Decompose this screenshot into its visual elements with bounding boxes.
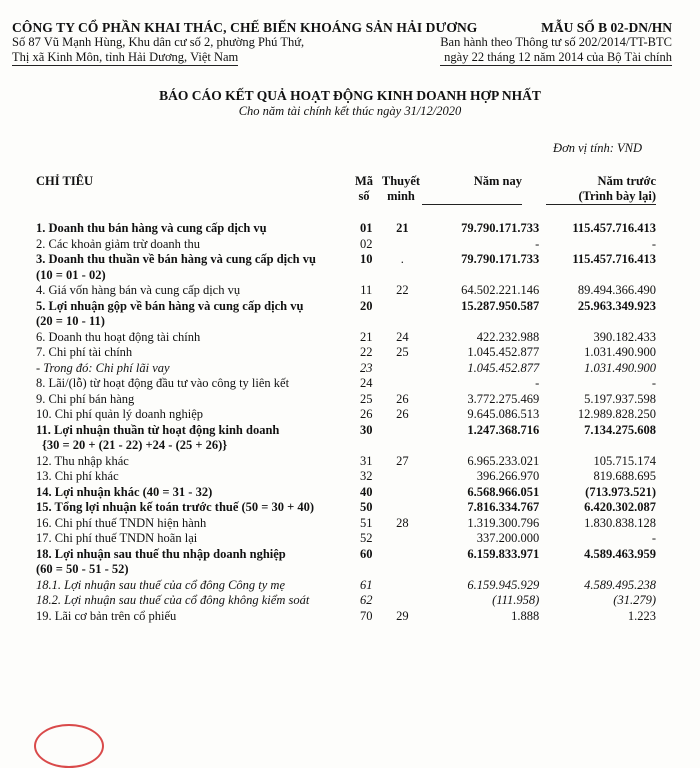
company-seal-stamp [34, 724, 104, 768]
column-header-prior-1: Năm trước [597, 174, 656, 188]
company-name: CÔNG TY CỔ PHẦN KHAI THÁC, CHẾ BIẾN KHOÁNG SẢN HẢI DƯƠNG [12, 20, 478, 35]
report-title: BÁO CÁO KẾT QUẢ HOẠT ĐỘNG KINH DOANH HỢP NHẤT [159, 88, 541, 103]
form-number: MẪU SỐ B 02-DN/HN [541, 20, 672, 35]
column-header-note-1: Thuyết [381, 174, 421, 188]
table-row: - Trong đó: Chi phí lãi vay 23 1.045.452.877 1.031.490.900 [36, 360, 656, 375]
table-row: 11. Lợi nhuận thuần từ hoạt động kinh doanh 30 1.247.368.716 7.134.275.608 [36, 422, 656, 437]
table-row-formula: (20 = 10 - 11) [36, 314, 105, 328]
issued-by-2: ngày 22 tháng 12 năm 2014 của Bộ Tài chính [440, 50, 672, 66]
table-row: 10. Chi phí quản lý doanh nghiệp 26 26 9.645.086.513 12.989.828.250 [36, 407, 656, 421]
column-header-prior-2: (Trình bày lại) [546, 189, 656, 205]
table-row: 7. Chi phí tài chính 22 25 1.045.452.877 1.031.490.900 [36, 345, 656, 359]
column-header-code [346, 174, 382, 204]
income-statement-table [36, 221, 656, 624]
table-row: 6. Doanh thu hoạt động tài chính 21 24 422.232.988 390.182.433 [36, 329, 656, 344]
table-row: 2. Các khoản giảm trừ doanh thu 02 - - [36, 236, 656, 251]
table-row: 15. Tổng lợi nhuận kế toán trước thuế (50 = 30 + 40) 50 7.816.334.767 6.420.302.087 [36, 500, 656, 514]
column-header-current-label: Năm nay [473, 174, 522, 188]
company-address-2: Thị xã Kinh Môn, tỉnh Hải Dương, Việt Nam [12, 50, 239, 64]
column-header-prior [546, 174, 656, 205]
table-row-formula: (60 = 50 - 51 - 52) [36, 562, 129, 576]
table-row: 13. Chi phí khác 32 396.266.970 819.688.695 [36, 469, 656, 483]
column-header-current [422, 174, 522, 205]
table-row: 16. Chi phí thuế TNDN hiện hành 51 28 1.319.300.796 1.830.838.128 [36, 515, 656, 530]
column-header-note [378, 174, 424, 204]
column-header-code-1: Mã [354, 174, 374, 188]
table-row: 19. Lãi cơ bản trên cổ phiếu 70 29 1.888 1.223 [36, 608, 656, 623]
column-header-current-rule [422, 193, 522, 205]
company-header [12, 20, 477, 66]
table-row: 18. Lợi nhuận sau thuế thu nhập doanh nghiệp 60 6.159.833.971 4.589.463.959 [36, 546, 656, 561]
report-subtitle: Cho năm tài chính kết thúc ngày 31/12/2020 [238, 104, 462, 118]
company-address-1: Số 87 Vũ Mạnh Hùng, Khu dân cư số 2, phường Phú Thứ, [12, 35, 305, 49]
table-row: 5. Lợi nhuận gộp về bán hàng và cung cấp dịch vụ 20 15.287.950.587 25.963.349.923 [36, 298, 656, 313]
table-row-formula: {30 = 20 + (21 - 22) +24 - (25 + 26)} [42, 438, 228, 452]
form-header [440, 20, 672, 66]
table-row: 4. Giá vốn hàng bán và cung cấp dịch vụ 11 22 64.502.221.146 89.494.366.490 [36, 283, 656, 297]
table-row-formula: (10 = 01 - 02) [36, 267, 106, 282]
table-row: 12. Thu nhập khác 31 27 6.965.233.021 105.715.174 [36, 453, 656, 468]
table-row: 3. Doanh thu thuần về bán hàng và cung cấp dịch vụ 10 . 79.790.171.733 115.457.716.413 [36, 252, 656, 266]
table-row: 9. Chi phí bán hàng 25 26 3.772.275.469 5.197.937.598 [36, 391, 656, 406]
column-header-note-2: minh [387, 189, 415, 203]
issued-by-1: Ban hành theo Thông tư số 202/2014/TT-BTC [440, 35, 672, 49]
currency-unit: Đơn vị tính: VND [553, 141, 642, 155]
table-row: 18.2. Lợi nhuận sau thuế của cổ đông không kiểm soát 62 (111.958) (31.279) [36, 593, 656, 607]
table-row: 17. Chi phí thuế TNDN hoãn lại 52 337.200.000 - [36, 531, 656, 545]
column-header-item: CHỈ TIÊU [36, 174, 94, 188]
table-row: 18.1. Lợi nhuận sau thuế của cổ đông Công ty mẹ 61 6.159.945.929 4.589.495.238 [36, 577, 656, 592]
table-row: 8. Lãi/(lỗ) từ hoạt động đầu tư vào công ty liên kết 24 - - [36, 376, 656, 390]
column-header-code-2: số [358, 189, 370, 203]
table-row: 14. Lợi nhuận khác (40 = 31 - 32) 40 6.568.966.051 (713.973.521) [36, 484, 656, 499]
table-row: 1. Doanh thu bán hàng và cung cấp dịch vụ 01 21 79.790.171.733 115.457.716.413 [36, 221, 656, 235]
